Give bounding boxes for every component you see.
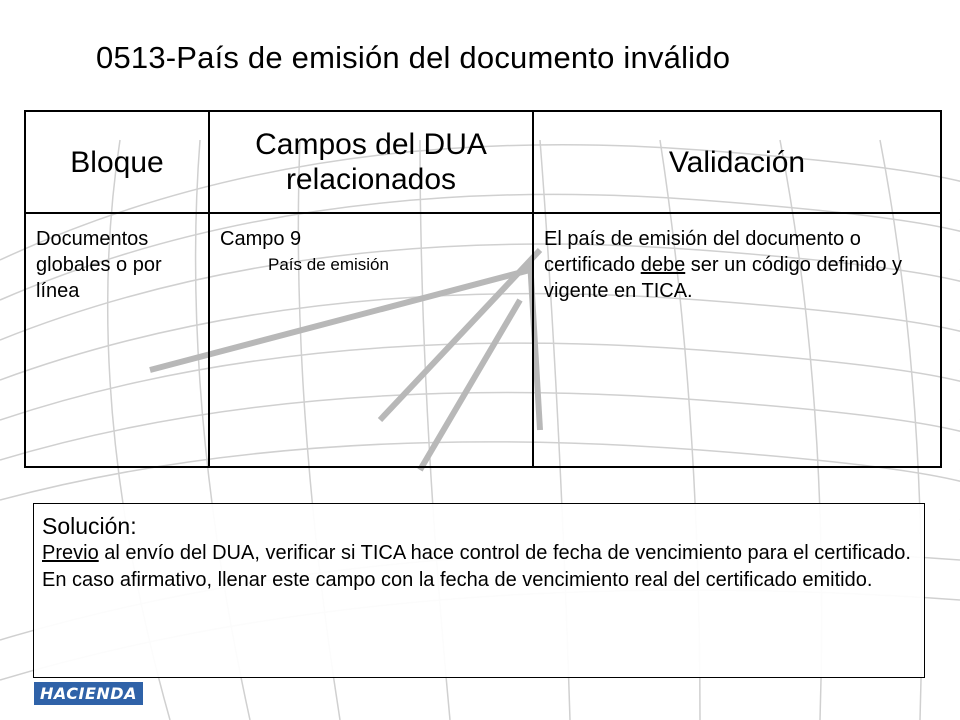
- cell-validacion: [533, 213, 941, 467]
- cell-campo: [209, 213, 533, 467]
- validacion-text-pre: El país de emisión del documento o certificado: [544, 228, 861, 276]
- solution-text: [42, 540, 916, 594]
- campo-label: Campo 9: [220, 228, 302, 250]
- solution-body: al envío del DUA, verificar si TICA hace control de fecha de vencimiento para el certificado. En caso afirmativo, llenar este campo con la fecha de vencimiento real del certificado emitido.: [42, 542, 911, 591]
- validation-table: [24, 110, 942, 468]
- validacion-text-post: ser un código definido y vigente en TICA.: [544, 254, 903, 302]
- table-header-row: [25, 111, 941, 213]
- solution-emphasis: Previo: [42, 542, 99, 564]
- validacion-emphasis: debe: [640, 254, 686, 276]
- header-bloque: Bloque: [25, 111, 209, 213]
- campo-sub-label: País de emisión: [268, 255, 389, 274]
- solution-box: [33, 503, 925, 678]
- header-campos: Campos del DUA relacionados: [209, 111, 533, 213]
- hacienda-logo: HACIENDA: [34, 682, 143, 705]
- cell-bloque: Documentos globales o por línea: [25, 213, 209, 467]
- slide-title: 0513-País de emisión del documento inválido: [96, 40, 731, 75]
- header-validacion: Validación: [533, 111, 941, 213]
- table-row: [25, 213, 941, 467]
- solution-title: Solución:: [42, 513, 137, 539]
